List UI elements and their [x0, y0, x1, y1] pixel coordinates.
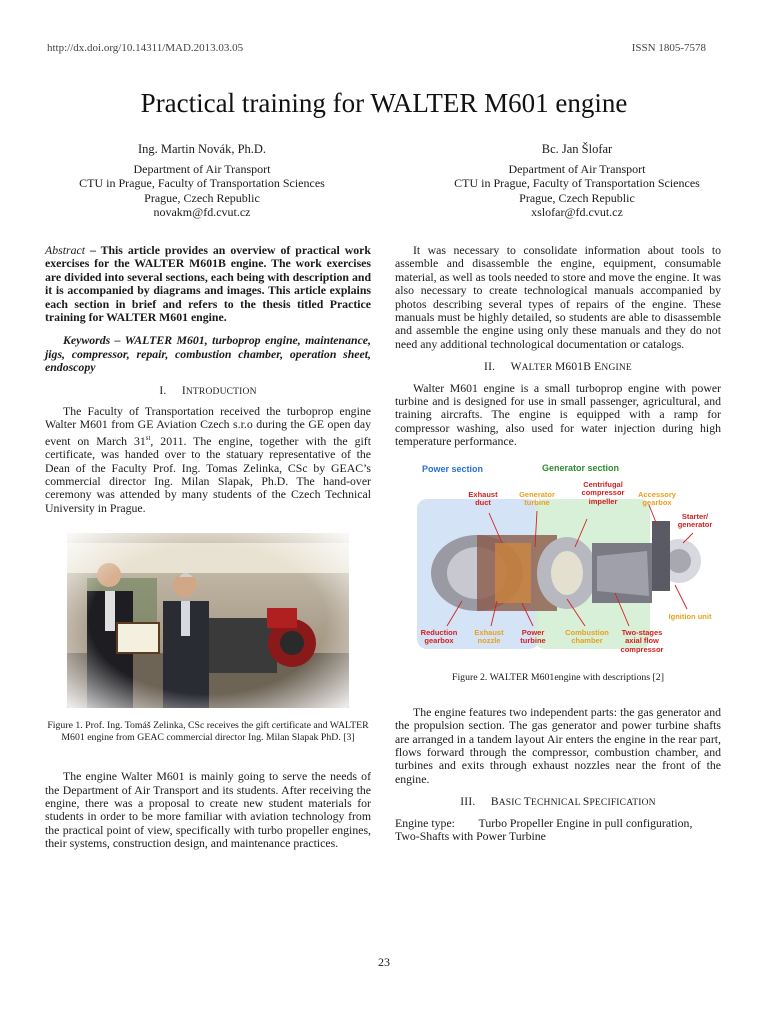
author-faculty: CTU in Prague, Faculty of Transportation Sciences [79, 176, 325, 190]
label-exhaust-nozzle: Exhaust nozzle [474, 627, 504, 646]
section-heading-engine: II. WALTER M601B ENGINE [484, 361, 632, 374]
author-email[interactable]: xslofar@fd.cvut.cz [531, 205, 623, 219]
author-dept: Department of Air Transport [508, 161, 646, 176]
section-heading-specification: III. BASIC TECHNICAL SPECIFICATION [460, 796, 656, 809]
page-number: 23 [378, 955, 390, 969]
author-email[interactable]: novakm@fd.cvut.cz [153, 205, 251, 219]
engine-paragraph: Walter M601 engine is a small turboprop engine with power turbine and is designed for use in small passenger, agricultural, and training aircrafts. The engine is equipped with a ramp for compressor washing, also used for water injection during high temperature performance. [395, 380, 721, 449]
serve-paragraph: The engine Walter M601 is mainly going to serve the needs of the Department of Air Transport and its students. After receiving the engine, there was a proposal to create new student materials for students in order to be more familiar with aviation technology from the practical point of view, specifically with turbo propeller engines, their systems, construction design, and maintenance practices. [45, 769, 371, 851]
author-name: Ing. Martin Novák, Ph.D. [137, 142, 267, 156]
label-reduction-gearbox: Reduction gearbox [420, 627, 458, 646]
author-city: Prague, Czech Republic [144, 190, 260, 205]
label-generator-turbine: Generator turbine [519, 489, 555, 508]
features-paragraph: The engine features two independent parts: the gas generator and the propulsion section. The gas generator and power turbine shafts are arranged in a tandem layout Air enters the engine in the rear part, flows forward through the compressor, combustion chamber, and turbines and exits through exhaust nozzles near the front of the engine. [395, 704, 721, 786]
figure-2-diagram [417, 461, 717, 666]
author-block-1 [32, 142, 372, 220]
label-centrifugal-compressor: Centrifugal compressor impeller [581, 479, 625, 506]
label-ignition-unit: Ignition unit [668, 611, 712, 621]
label-power-section: Power section [422, 463, 484, 474]
label-power-turbine: Power turbine [520, 627, 546, 646]
section-heading-introduction: I. INTRODUCTION [159, 384, 257, 397]
figure-1-photo [67, 533, 349, 708]
abstract-text: This article provides an overview of practical work exercises for the WALTER M601B engine. The work exercises are divided into several sections, each being with description and it is accompanied by diagrams and images. This article explains each section in brief and refers to the thesis titled Practice training for WALTER M601 engine. [45, 243, 371, 325]
abstract-label: Abstract [45, 243, 85, 257]
abstract-dash: – [84, 243, 101, 257]
author-city: Prague, Czech Republic [519, 190, 635, 205]
spec-engine-type-line2: Two-Shafts with Power Turbine [395, 828, 546, 843]
author-block-2 [407, 142, 747, 220]
spec-engine-type: Engine type: Turbo Propeller Engine in pull configuration, [395, 815, 693, 830]
label-generator-section: Generator section [542, 462, 620, 473]
author-dept: Department of Air Transport [133, 161, 271, 176]
author-faculty: CTU in Prague, Faculty of Transportation Sciences [454, 176, 700, 190]
doi-link[interactable]: http://dx.doi.org/10.14311/MAD.2013.03.05 [47, 42, 244, 54]
consolidate-paragraph: It was necessary to consolidate information about tools to assemble and disassemble the engine, equipment, consumable material, as well as tools needed to store and move the engine. It was also necessary to create technological manuals accompanied by photos describing several types of repairs of the engine. These manuals must be highly detailed, so students are able to disassemble and assemble the engine using only these manuals and they do not need any additional technological documentation or catalogs. [395, 243, 721, 351]
abstract [45, 244, 371, 324]
intro-paragraph: The Faculty of Transportation received the turboprop engine Walter M601 from GE Aviation Czech s.r.o during the GE open day event on March 31st, 2011. The engine, together with the gift certificate, was handed over to the statuary representative of the Dean of the Faculty Prof. Ing. Tomas Zelinka, CSc by GEAC’s commercial director Ing. Milan Slapak, Ph.D. The hand-over ceremony was attended by many students of the Czech Technical University in Prague. [45, 404, 371, 515]
label-combustion-chamber: Combustion chamber [565, 627, 609, 646]
author-name: Bc. Jan Šlofar [541, 142, 613, 156]
right-column [395, 244, 721, 843]
label-axial-compressor: Two-stages axial flow compressor [620, 627, 664, 654]
label-accessory-gearbox: Accessory gearbox [638, 489, 676, 508]
figure-1-caption: Figure 1. Prof. Ing. Tomáš Zelinka, CSc receives the gift certificate and WALTER M601 engine from GEAC commercial director Ing. Milan Slapak PhD. [3] [47, 720, 369, 744]
label-exhaust-duct: Exhaust duct [468, 489, 498, 508]
paper-title: Practical training for WALTER M601 engine [140, 88, 628, 118]
label-starter-generator: Starter/ generator [677, 511, 713, 530]
figure-2-caption: Figure 2. WALTER M601engine with descriptions [2] [452, 671, 664, 683]
issn-number: ISSN 1805-7578 [631, 42, 706, 54]
left-column [45, 244, 371, 851]
keywords: Keywords – WALTER M601, turboprop engine, maintenance, jigs, compressor, repair, combustion chamber, operation sheet, endoscopy [45, 333, 371, 375]
